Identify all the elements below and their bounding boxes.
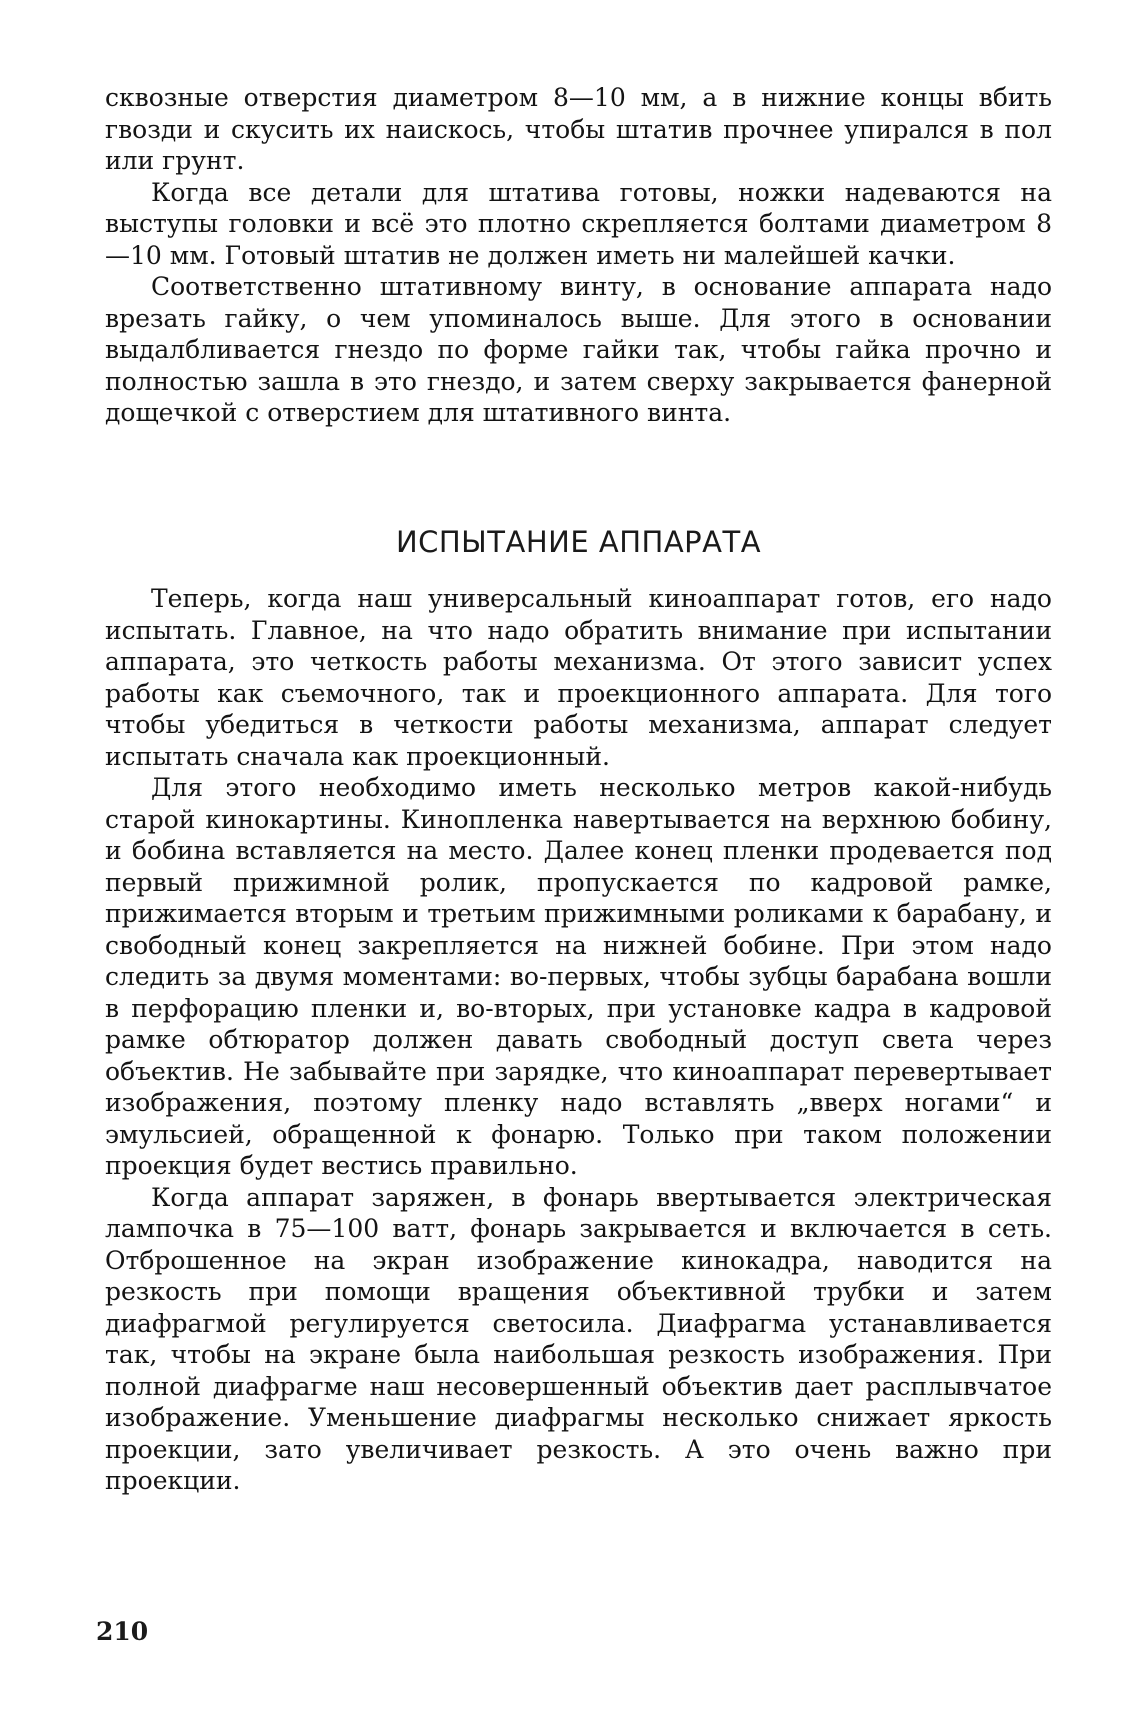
paragraph-projection-setup: Когда аппарат заряжен, в фонарь ввертывается электрическая лампочка в 75—100 ватт, фонарь закрывается и включается в сеть. Отброшенное на экран изображение кинокадра, наводится на резкость при помощи вращения объективной трубки и затем диафрагмой регулируется светосила. Диафрагма устанавливается так, чтобы на экране была наибольшая резкость изображения. При полной диафрагме наш несовершенный объектив дает расплывчатое изображение. Уменьшение диафрагмы несколько снижает яркость проекции, зато увеличивает резкость. А это очень важно при проекции. — [105, 1182, 1052, 1495]
paragraph-tripod-nut: Соответственно штативному винту, в основание аппарата надо врезать гайку, о чем упоминалось выше. Для этого в основании выдалбливается гнездо по форме гайки так, чтобы гайка прочно и полностью зашла в это гнездо, и затем сверху закрывается фанерной дощечкой с отверстием для штативного винта. — [105, 272, 1052, 427]
paragraph-film-loading: Для этого необходимо иметь несколько метров какой-нибудь старой кинокартины. Кинопленка навертывается на верхнюю бобину, и бобина вставляется на место. Далее конец пленки продевается под первый прижимной ролик, пропускается по кадровой рамке, прижимается вторым и третьим прижимными роликами к барабану, и свободный конец закрепляется на нижней бобине. При этом надо следить за двумя моментами: во-первых, чтобы зубцы барабана вошли в перфорацию пленки и, во-вторых, при установке кадра в кадровой рамке обтюратор должен давать свободный доступ света через объектив. Не забывайте при зарядке, что киноаппарат перевертывает изображения, поэтому пленку надо вставлять „вверх ногами“ и эмульсией, обращенной к фонарю. Только при таком положении проекция будет вестись правильно. — [105, 773, 1052, 1180]
page-number: 210 — [96, 1617, 149, 1646]
intro-text — [105, 82, 1052, 429]
paragraph-tripod-assembly: Когда все детали для штатива готовы, ножки надеваются на выступы головки и всё это плотно скрепляется болтами диаметром 8—10 мм. Готовый штатив не должен иметь ни малейшей качки. — [105, 177, 1052, 270]
paragraph-testing-intro: Теперь, когда наш универсальный киноаппарат готов, его надо испытать. Главное, на что надо обратить внимание при испытании аппарата, это четкость работы механизма. От этого зависит успех работы как съемочного, так и проекционного аппарата. Для того чтобы убедиться в четкости работы механизма, аппарат следует испытать сначала как проекционный. — [105, 584, 1052, 771]
section-title: ИСПЫТАНИЕ АППАРАТА — [395, 525, 762, 559]
section-text — [105, 583, 1052, 1497]
paragraph-continuation: сквозные отверстия диаметром 8—10 мм, а в нижние концы вбить гвозди и скусить их наискось, чтобы штатив прочнее упирался в пол или грунт. — [105, 83, 1052, 175]
